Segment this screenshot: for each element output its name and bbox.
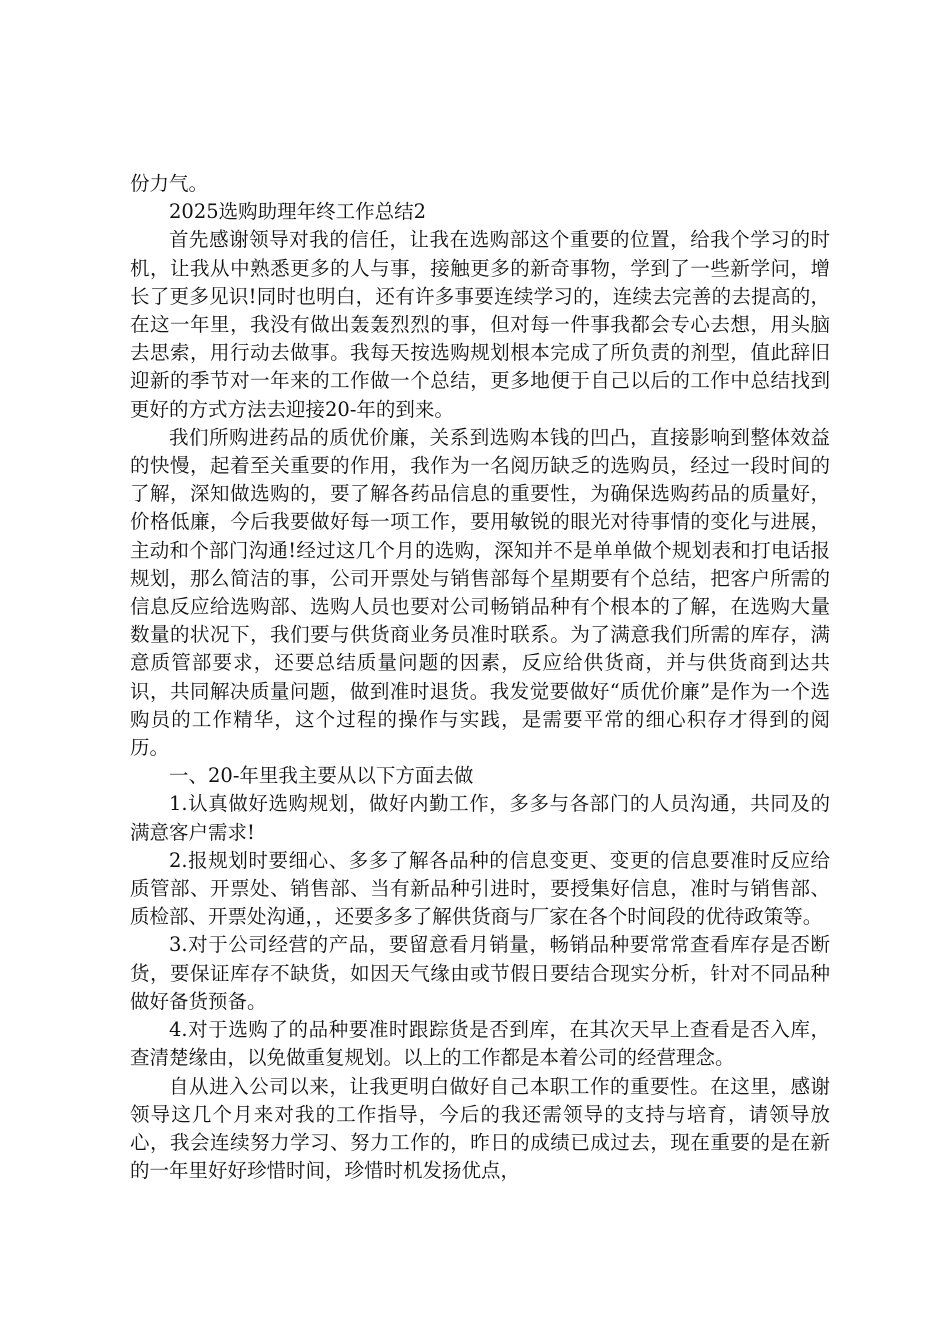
document-body xyxy=(130,170,830,1185)
section-title: 2025选购助理年终工作总结2 xyxy=(169,200,427,224)
list-item: 3.对于公司经营的产品，要留意看月销量，畅销品种要常常查看库存是否断货，要保证库存不缺货，如因天气缘由或节假日要结合现实分析，针对不同品种做好备货预备。 xyxy=(130,933,830,1013)
list-item: 1.认真做好选购规划，做好内勤工作，多多与各部门的人员沟通，共同及的满意客户需求! xyxy=(130,792,830,844)
subsection-heading: 一、20-年里我主要从以下方面去做 xyxy=(169,764,474,788)
paragraph-continuation: 份力气。 xyxy=(130,172,209,195)
list-item: 4.对于选购了的品种要准时跟踪货是否到库，在其次天早上查看是否入库，查清楚缘由，以免做重复规划。以上的工作都是本着公司的经营理念。 xyxy=(130,1018,830,1070)
paragraph: 自从进入公司以来，让我更明白做好自己本职工作的重要性。在这里，感谢领导这几个月来对我的工作指导，今后的我还需领导的支持与培育，请领导放心，我会连续努力学习、努力工作的，昨日的成绩已成过去，现在重要的是在新的一年里好好珍惜时间，珍惜时机发扬优点， xyxy=(130,1074,830,1183)
paragraph: 我们所购进药品的质优价廉，关系到选购本钱的凹凸，直接影响到整体效益的快慢，起着至关重要的作用，我作为一名阅历缺乏的选购员，经过一段时间的了解，深知做选购的，要了解各药品信息的重要性，为确保选购药品的质量好，价格低廉，今后我要做好每一项工作，要用敏锐的眼光对待事情的变化与进展，主动和个部门沟通!经过这几个月的选购，深知并不是单单做个规划表和打电话报规划，那么简洁的事，公司开票处与销售部每个星期要有个总结，把客户所需的信息反应给选购部、选购人员也要对公司畅销品种有个根本的了解，在选购大量数量的状况下，我们要与供货商业务员准时联系。为了满意我们所需的库存，满意质管部要求，还要总结质量问题的因素，反应给供货商，并与供货商到达共识，共同解决质量问题，做到准时退货。我发觉要做好“质优价廉”是作为一个选购员的工作精华，这个过程的操作与实践，是需要平常的细心积存才得到的阅历。 xyxy=(130,425,830,760)
list-item: 2.报规划时要细心、多多了解各品种的信息变更、变更的信息要准时反应给质管部、开票处、销售部、当有新品种引进时，要授集好信息，准时与销售部、质检部、开票处沟通，，还要多多了解供货商与厂家在各个时间段的优待政策等。 xyxy=(130,848,830,929)
paragraph: 首先感谢领导对我的信任，让我在选购部这个重要的位置，给我个学习的时机，让我从中熟悉更多的人与事，接触更多的新奇事物，学到了一些新学问，增长了更多见识!同时也明白，还有许多事要连续学习的，连续去完善的去提高的，在这一年里，我没有做出轰轰烈烈的事，但对每一件事我都会专心去想，用头脑去思索，用行动去做事。我每天按选购规划根本完成了所负责的剂型，值此辞旧迎新的季节对一年来的工作做一个总结，更多地便于自己以后的工作中总结找到更好的方式方法去迎接20-年的到来。 xyxy=(130,228,830,421)
